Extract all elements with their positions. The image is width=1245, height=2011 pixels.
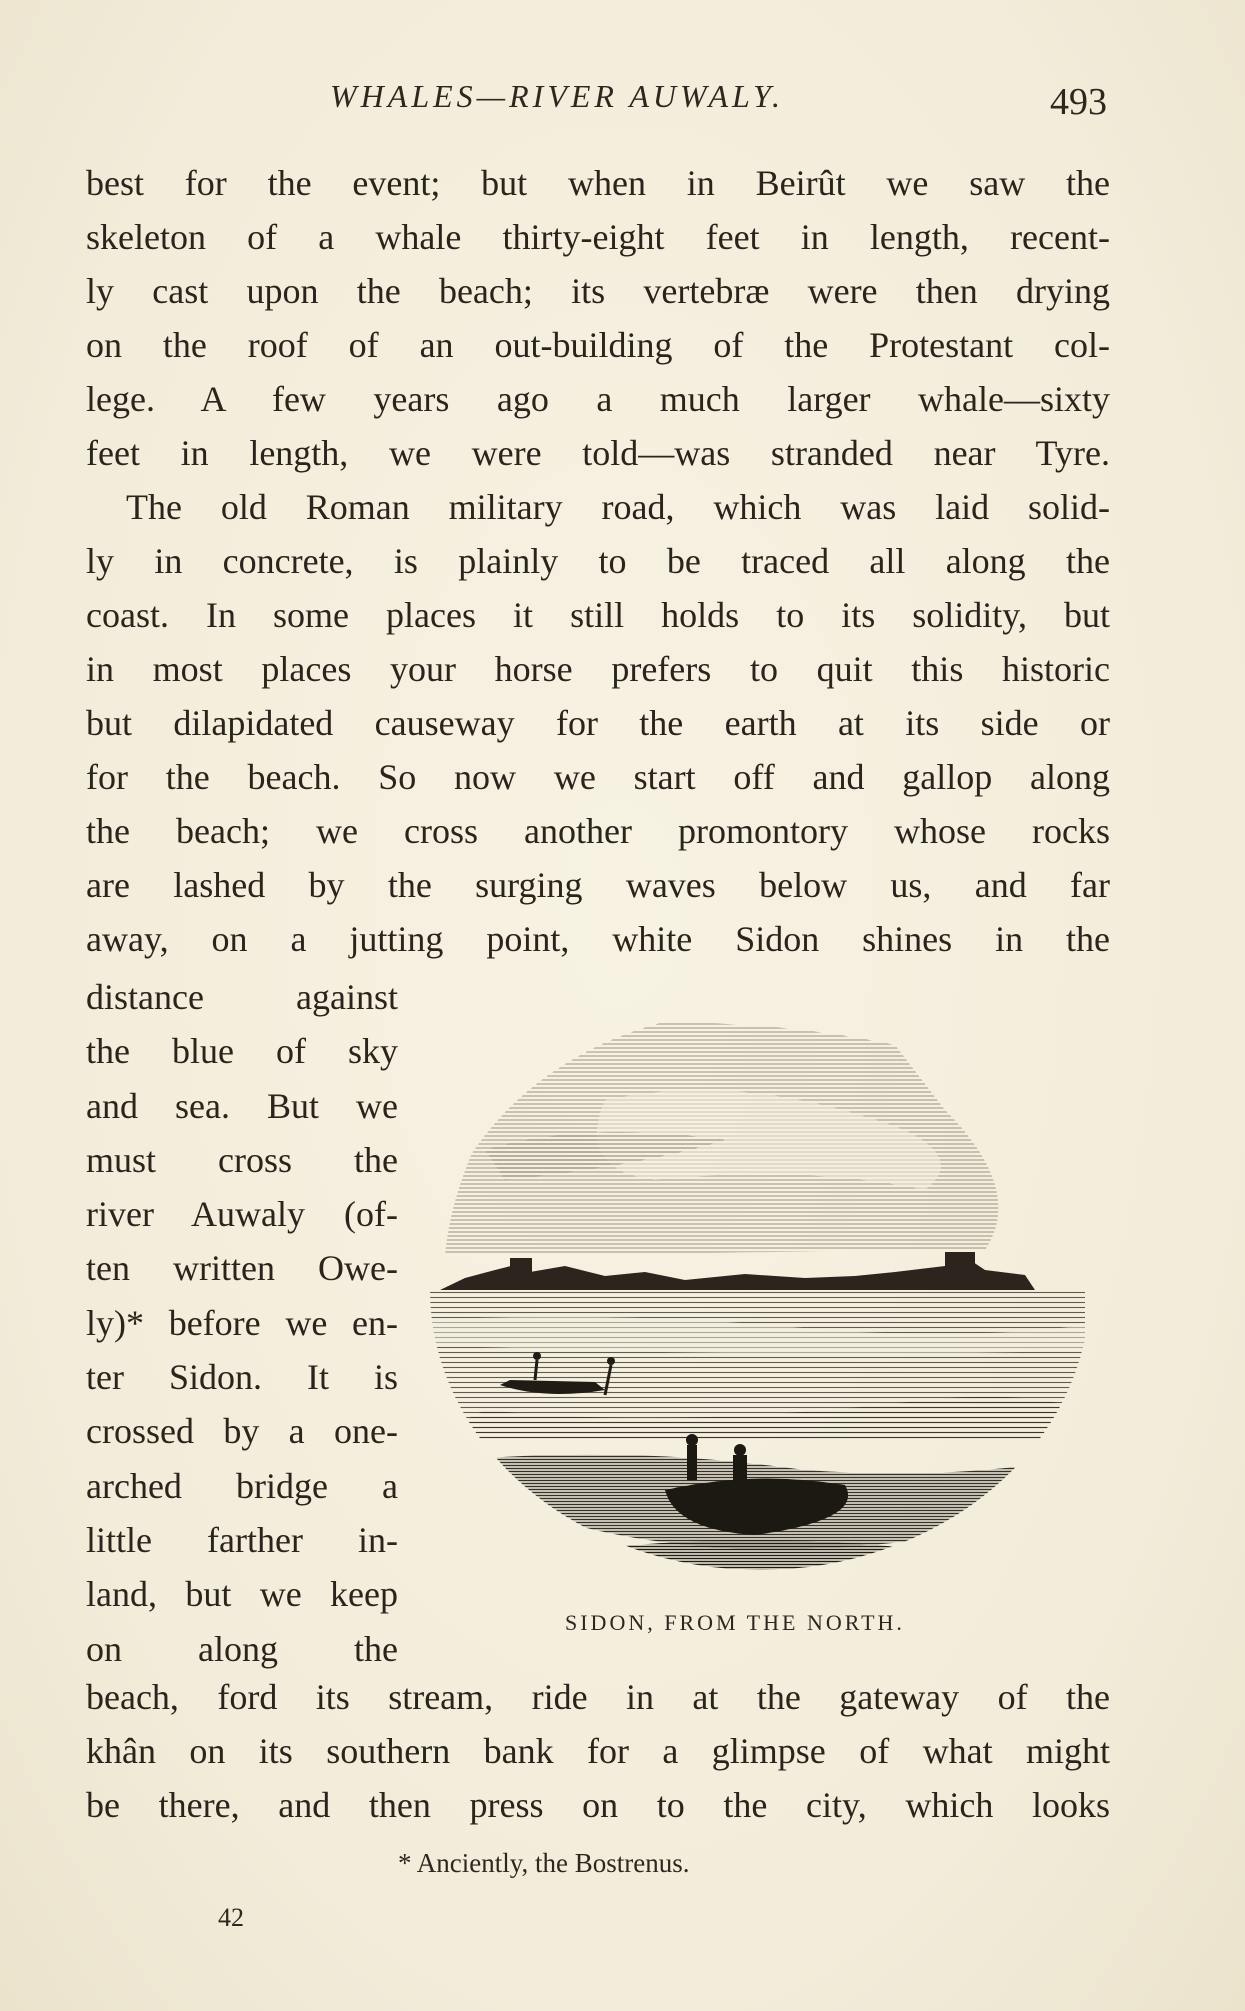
text-line: on the roof of an out-building of the Protestant col- — [86, 325, 1110, 365]
text-line: distance against — [86, 977, 398, 1017]
text-line: The old Roman military road, which was laid solid- — [126, 487, 1110, 527]
signature-mark: 42 — [218, 1903, 244, 1932]
text-line: but dilapidated causeway for the earth at its side or — [86, 703, 1110, 743]
text-line: on along the — [86, 1628, 398, 1669]
text-line: the blue of sky — [86, 1031, 398, 1072]
engraving-sidon-illustration — [425, 990, 1085, 1600]
text-line: must cross the — [86, 1139, 398, 1180]
text-line: skeleton of a whale thirty-eight feet in length, recent- — [86, 217, 1110, 257]
text-line: for the beach. So now we start off and gallop along — [86, 757, 1110, 797]
footnote: * Anciently, the Bostrenus. — [398, 1848, 690, 1878]
engraving-scene — [425, 1023, 1085, 1590]
running-head: WHALES—RIVER AUWALY. — [330, 78, 785, 114]
text-line: land, but we keep — [86, 1574, 398, 1615]
text-line: and sea. But we — [86, 1085, 398, 1126]
paragraph-block-beside-figure — [86, 970, 398, 1676]
paragraph-block-top — [86, 156, 1110, 966]
text-line: arched bridge a — [86, 1465, 398, 1506]
text-line: khân on its southern bank for a glimpse of what might — [86, 1731, 1110, 1771]
text-line: feet in length, we were told—was stranded near Tyre. — [86, 433, 1110, 473]
text-line: in most places your horse prefers to quit this historic — [86, 649, 1110, 689]
text-line: be there, and then press on to the city, which looks — [86, 1785, 1110, 1825]
text-line: ten written Owe- — [86, 1248, 398, 1289]
text-line: are lashed by the surging waves below us, and far — [86, 865, 1110, 905]
text-line: ter Sidon. It is — [86, 1357, 398, 1398]
paragraph-block-bottom — [86, 1670, 1110, 1832]
text-line: crossed by a one- — [86, 1411, 398, 1452]
text-line: beach, ford its stream, ride in at the gateway of the — [86, 1677, 1110, 1717]
text-line: coast. In some places it still holds to its solidity, but — [86, 595, 1110, 635]
text-line: best for the event; but when in Beirût we saw the — [86, 163, 1110, 203]
page-number: 493 — [1050, 81, 1107, 123]
text-line: ly cast upon the beach; its vertebræ were then drying — [86, 271, 1110, 311]
text-line: river Auwaly (of- — [86, 1194, 398, 1235]
text-line: the beach; we cross another promontory whose rocks — [86, 811, 1110, 851]
text-line: ly)* before we en- — [86, 1302, 398, 1343]
text-line: away, on a jutting point, white Sidon shines in the — [86, 919, 1110, 959]
text-line: ly in concrete, is plainly to be traced all along the — [86, 541, 1110, 581]
figure-caption: SIDON, FROM THE NORTH. — [565, 1610, 905, 1635]
text-line: little farther in- — [86, 1519, 398, 1560]
text-line: lege. A few years ago a much larger whale—sixty — [86, 379, 1110, 419]
